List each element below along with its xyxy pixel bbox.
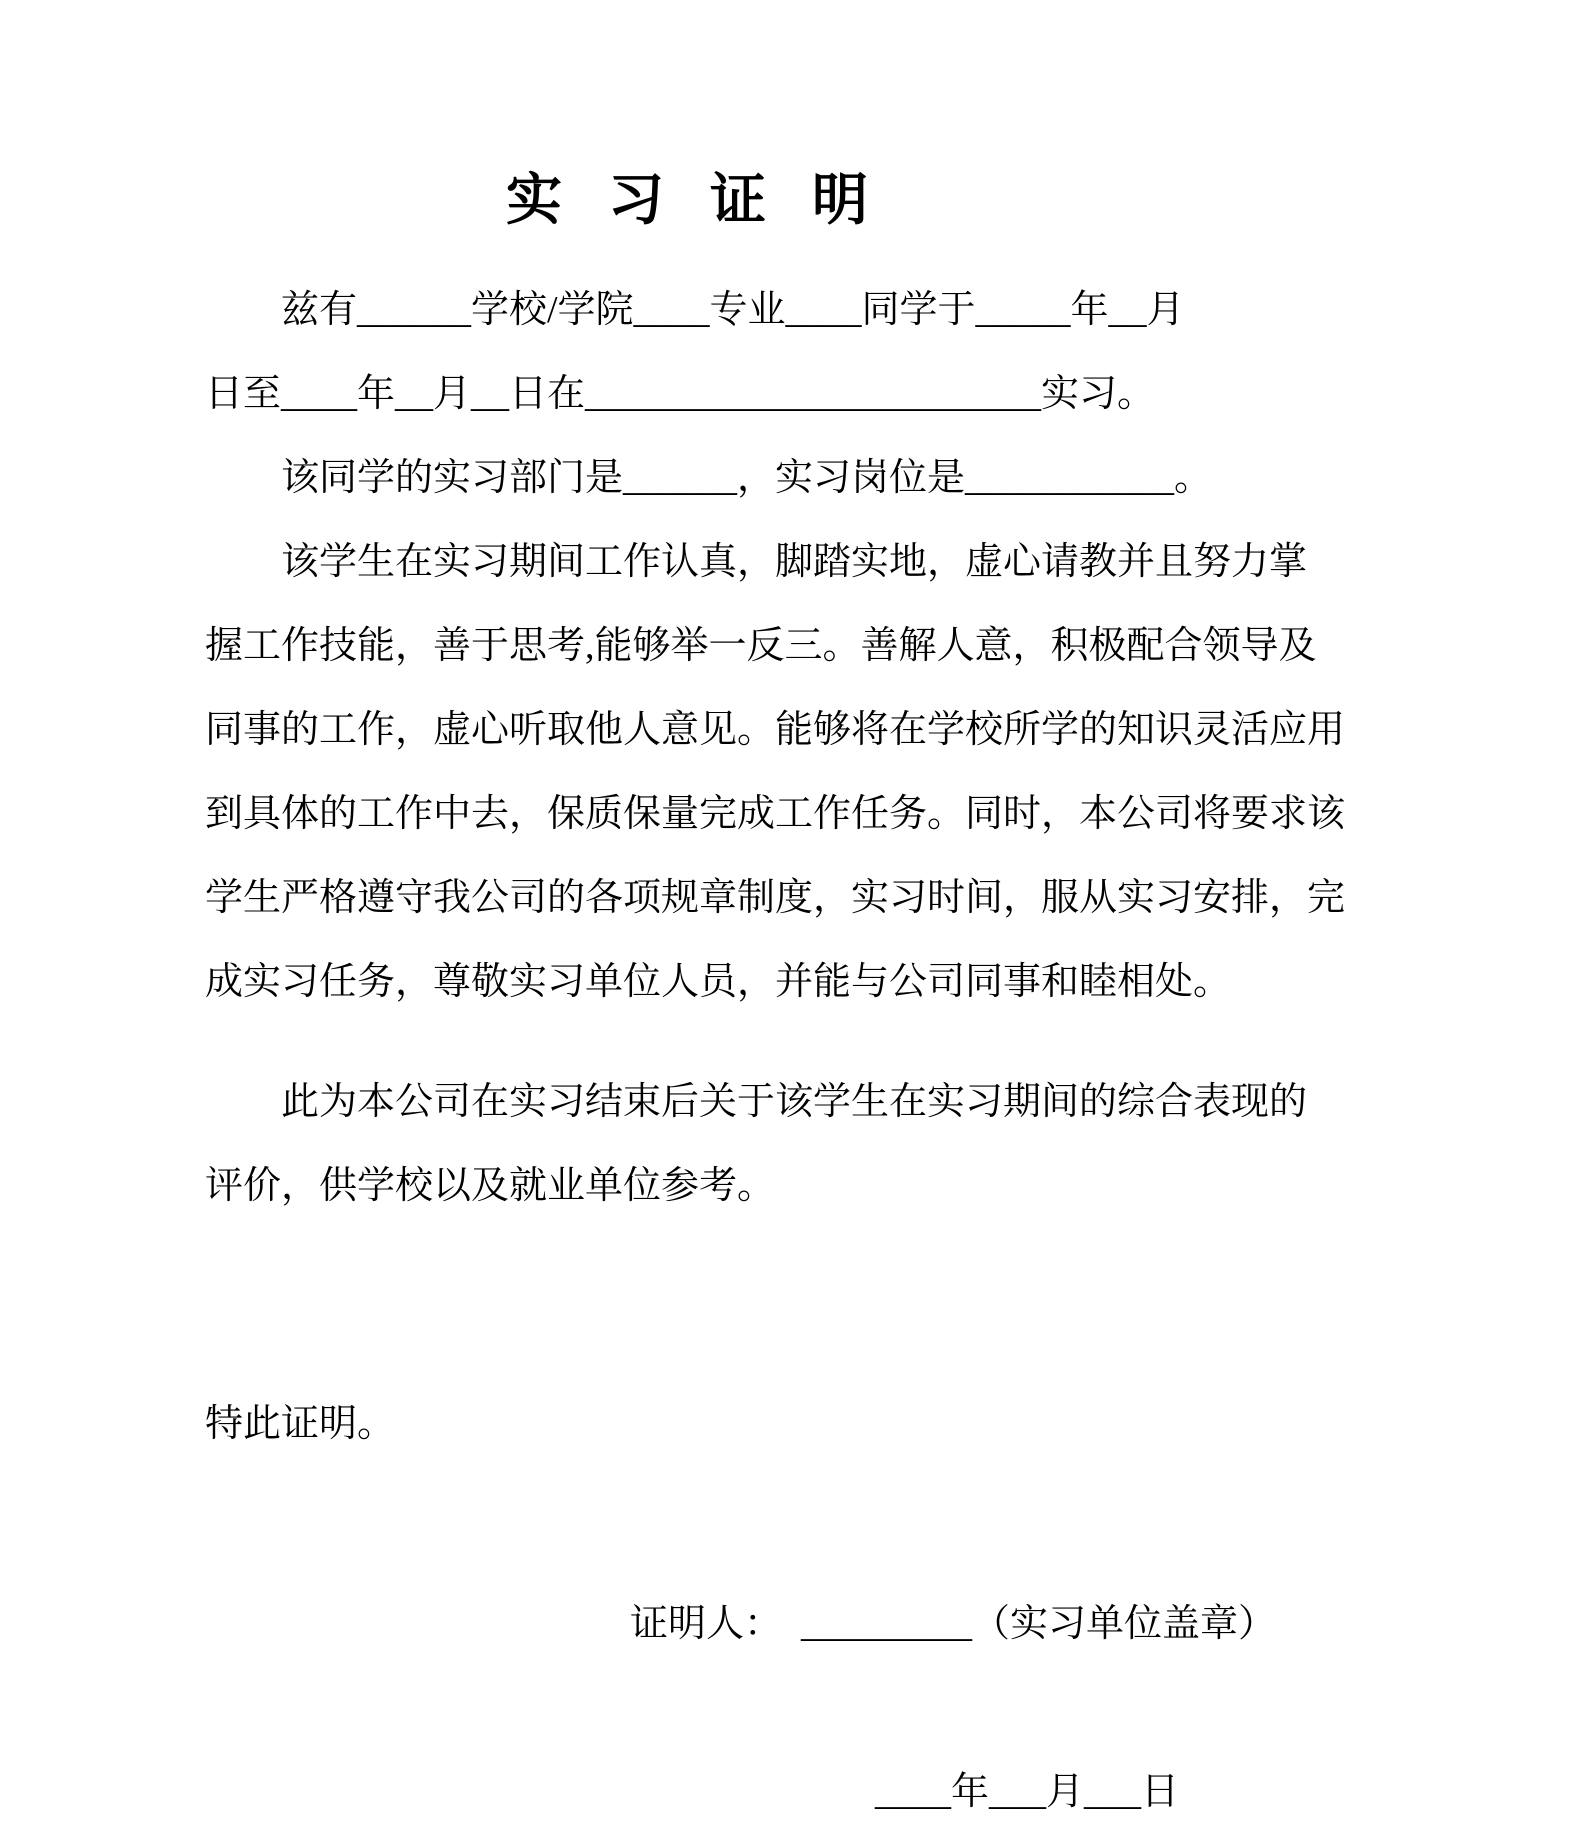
paragraph-purpose-statement <box>205 1060 1308 1228</box>
text-line: 握工作技能，善于思考,能够举一反三。善解人意，积极配合领导及 <box>205 625 1317 667</box>
paragraph-opening-student-info <box>205 268 1235 436</box>
text-line: 此为本公司在实习结束后关于该学生在实习期间的综合表现的 <box>205 1081 1308 1123</box>
text-line: 该学生在实习期间工作认真，脚踏实地，虚心请教并且努力掌 <box>205 541 1308 583</box>
signature-line <box>630 1582 1276 1666</box>
paragraph-department-position <box>205 436 1235 520</box>
text-line: 同事的工作，虚心听取他人意见。能够将在学校所学的知识灵活应用 <box>205 709 1346 751</box>
text-line: 到具体的工作中去，保质保量完成工作任务。同时，本公司将要求该 <box>205 793 1346 835</box>
text-line: 证明人： _________（实习单位盖章） <box>630 1603 1277 1645</box>
document-title: 实 习 证 明 <box>506 169 884 232</box>
text-line: ____年___月___日 <box>875 1771 1180 1813</box>
text-line: 学生严格遵守我公司的各项规章制度，实习时间，服从实习安排，完 <box>205 877 1346 919</box>
text-line: 兹有______学校/学院____专业____同学于_____年__月 <box>205 289 1185 331</box>
text-line: 特此证明。 <box>205 1403 396 1445</box>
date-line <box>875 1750 1179 1826</box>
closing-statement <box>205 1382 1235 1466</box>
text-line: 评价，供学校以及就业单位参考。 <box>205 1165 776 1207</box>
paragraph-performance-evaluation <box>205 520 1346 1024</box>
text-line: 该同学的实习部门是______，实习岗位是___________。 <box>205 457 1213 499</box>
text-line: 日至____年__月__日在________________________实习。 <box>205 373 1156 415</box>
text-line: 成实习任务，尊敬实习单位人员，并能与公司同事和睦相处。 <box>205 961 1232 1003</box>
